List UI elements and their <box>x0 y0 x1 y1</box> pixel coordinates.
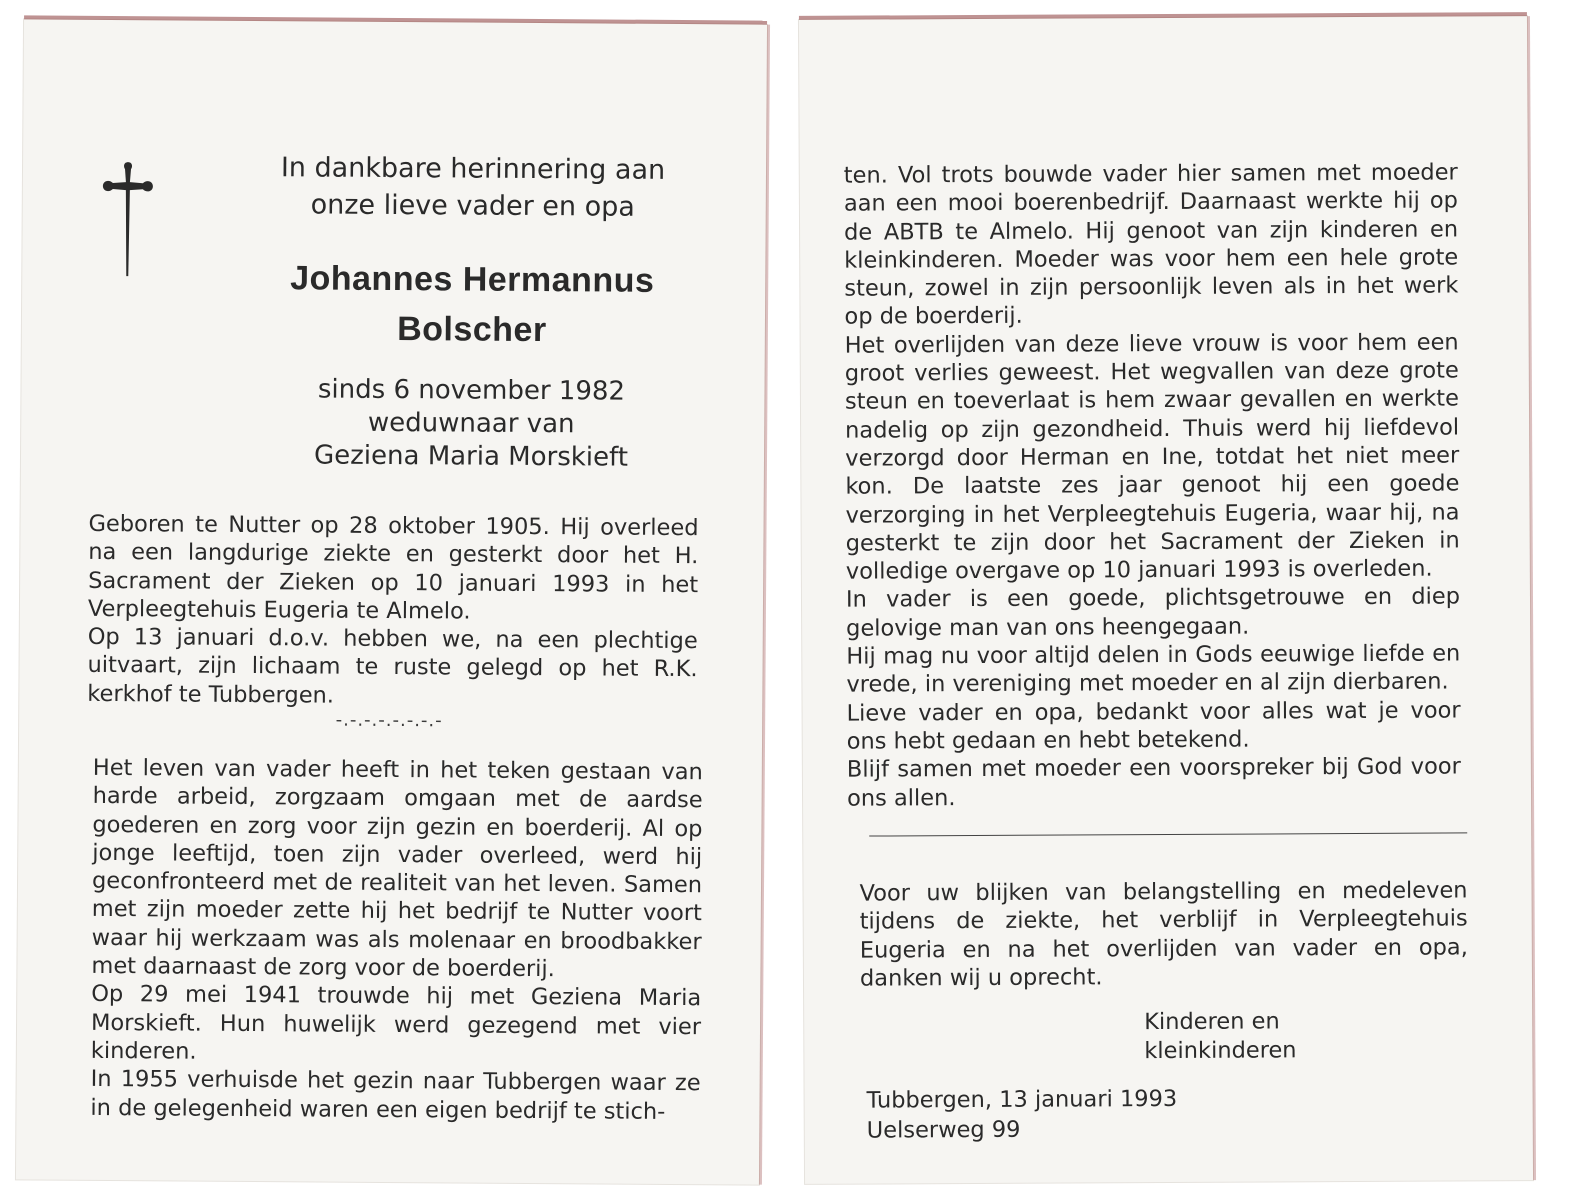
place-date: Tubbergen, 13 januari 1993 <box>866 1085 1178 1114</box>
thanks-paragraph: Voor uw blijken van belangstelling en medeleven tijdens de ziekte, het verblijf in Verpleegtehuis Eugeria en na het overlijden van vader en opa, danken wij u oprecht. <box>859 877 1468 992</box>
gratitude-paragraph: Lieve vader en opa, bedankt voor alles wat je voor ons hebt gedaan en hebt betekend. <box>846 697 1461 755</box>
faith-paragraph: Hij mag nu voor altijd delen in Gods eeuwige liefde en vrede, in vereniging met moeder en al zijn dierbaren. <box>846 640 1461 699</box>
signoff <box>1144 1007 1296 1065</box>
biography-intro <box>87 510 698 712</box>
memorial-card-right <box>799 16 1533 1184</box>
widowhood-note <box>251 373 692 475</box>
intercessor-paragraph: Blijf samen met moeder een voorspreker bij God voor ons allen. <box>846 753 1461 812</box>
continued-paragraph: ten. Vol trots bouwde vader hier samen met moeder aan een mooi boerenbedrijf. Daarnaast werkte hij op de ABTB te Almelo. Hij genoot van zijn kinderen en kleinkinderen. Moeder was voor hem een hele grote steun, zowel in zijn persoonlijk leven als in het werk op de boerderij. <box>843 159 1459 331</box>
card-edge-top <box>24 15 767 24</box>
place-and-address <box>867 1084 1178 1146</box>
section-divider: -.-.-.-.-.-.-.- <box>335 709 443 732</box>
widowhood-date: sinds 6 november 1982 <box>317 374 626 407</box>
card-edge-right <box>1527 16 1536 1180</box>
biography-continued <box>844 158 1461 812</box>
move-paragraph: In 1955 verhuisde het gezin naar Tubbergen waar ze in de gelegenheid waren een eigen bedrijf te stich- <box>90 1066 701 1125</box>
deceased-given-names: Johannes Hermannus <box>290 259 655 300</box>
loss-paragraph: Het overlijden van deze lieve vrouw is voor hem een groot verlies geweest. Het wegvallen van deze grote steun en toeverlaat is hem zwaar gevallen en werkte nadelig op zijn gezondheid. Thuis werd hij liefdevol verzorgd door Herman en Ine, totdat het niet meer kon. De laatste zes jaar genoot hij een goede verzorging in het Verpleegtehuis Eugeria, waar hij, na gesterkt te zijn door het Sacrament der Zieken in volledige overgave op 10 januari 1993 is overleden. <box>844 329 1460 585</box>
character-paragraph: In vader is een goede, plichtsgetrouwe en diep gelovige man van ons heengegaan. <box>845 583 1461 642</box>
life-paragraph: Het leven van vader heeft in het teken gestaan van harde arbeid, zorgzaam omgaan met de aardse goederen en zorg voor zijn gezin en boerderij. Al op jonge leeftijd, toen zijn vader overleed, werd hij geconfronteerd met de realiteit van het leven. Samen met zijn moeder zette hij het bedrijf te Nutter voort waar hij werkzaam was als molenaar en broodbakker met daarnaast de zorg voor de boerderij. <box>91 754 703 983</box>
card-edge-right <box>759 25 770 1185</box>
biography-life <box>90 754 703 1126</box>
horizontal-rule <box>869 832 1467 836</box>
dedication-heading <box>253 149 694 226</box>
birth-paragraph: Geboren te Nutter op 28 oktober 1905. Hij overleed na een langdurige ziekte en gesterkt door het H. Sacrament der Zieken op 10 januari 1993 in het Verpleegtehuis Eugeria te Almelo. <box>87 510 699 625</box>
marriage-paragraph: Op 29 mei 1941 trouwde hij met Geziena Maria Morskieft. Hun huwelijk werd gezegend met vier kinderen. <box>90 981 702 1065</box>
dedication-line-1: In dankbare herinnering aan <box>280 152 666 186</box>
funeral-paragraph: Op 13 januari d.o.v. hebben we, na een plechtige uitvaart, zijn lichaam te ruste gelegd op het R.K. kerkhof te Tubbergen. <box>87 624 698 709</box>
address: Uelserweg 99 <box>866 1116 1021 1144</box>
signoff-line-1: Kinderen en <box>1144 1008 1280 1036</box>
signoff-line-2: kleinkinderen <box>1144 1036 1297 1064</box>
deceased-name <box>252 253 693 356</box>
latin-cross-icon <box>100 156 155 280</box>
deceased-surname: Bolscher <box>397 310 547 350</box>
dedication-line-2: onze lieve vader en opa <box>310 189 635 223</box>
memorial-card-left <box>16 19 767 1184</box>
card-edge-top <box>799 12 1527 20</box>
widowhood-label: weduwnaar van <box>367 407 575 440</box>
spouse-name: Geziena Maria Morskieft <box>313 440 629 473</box>
